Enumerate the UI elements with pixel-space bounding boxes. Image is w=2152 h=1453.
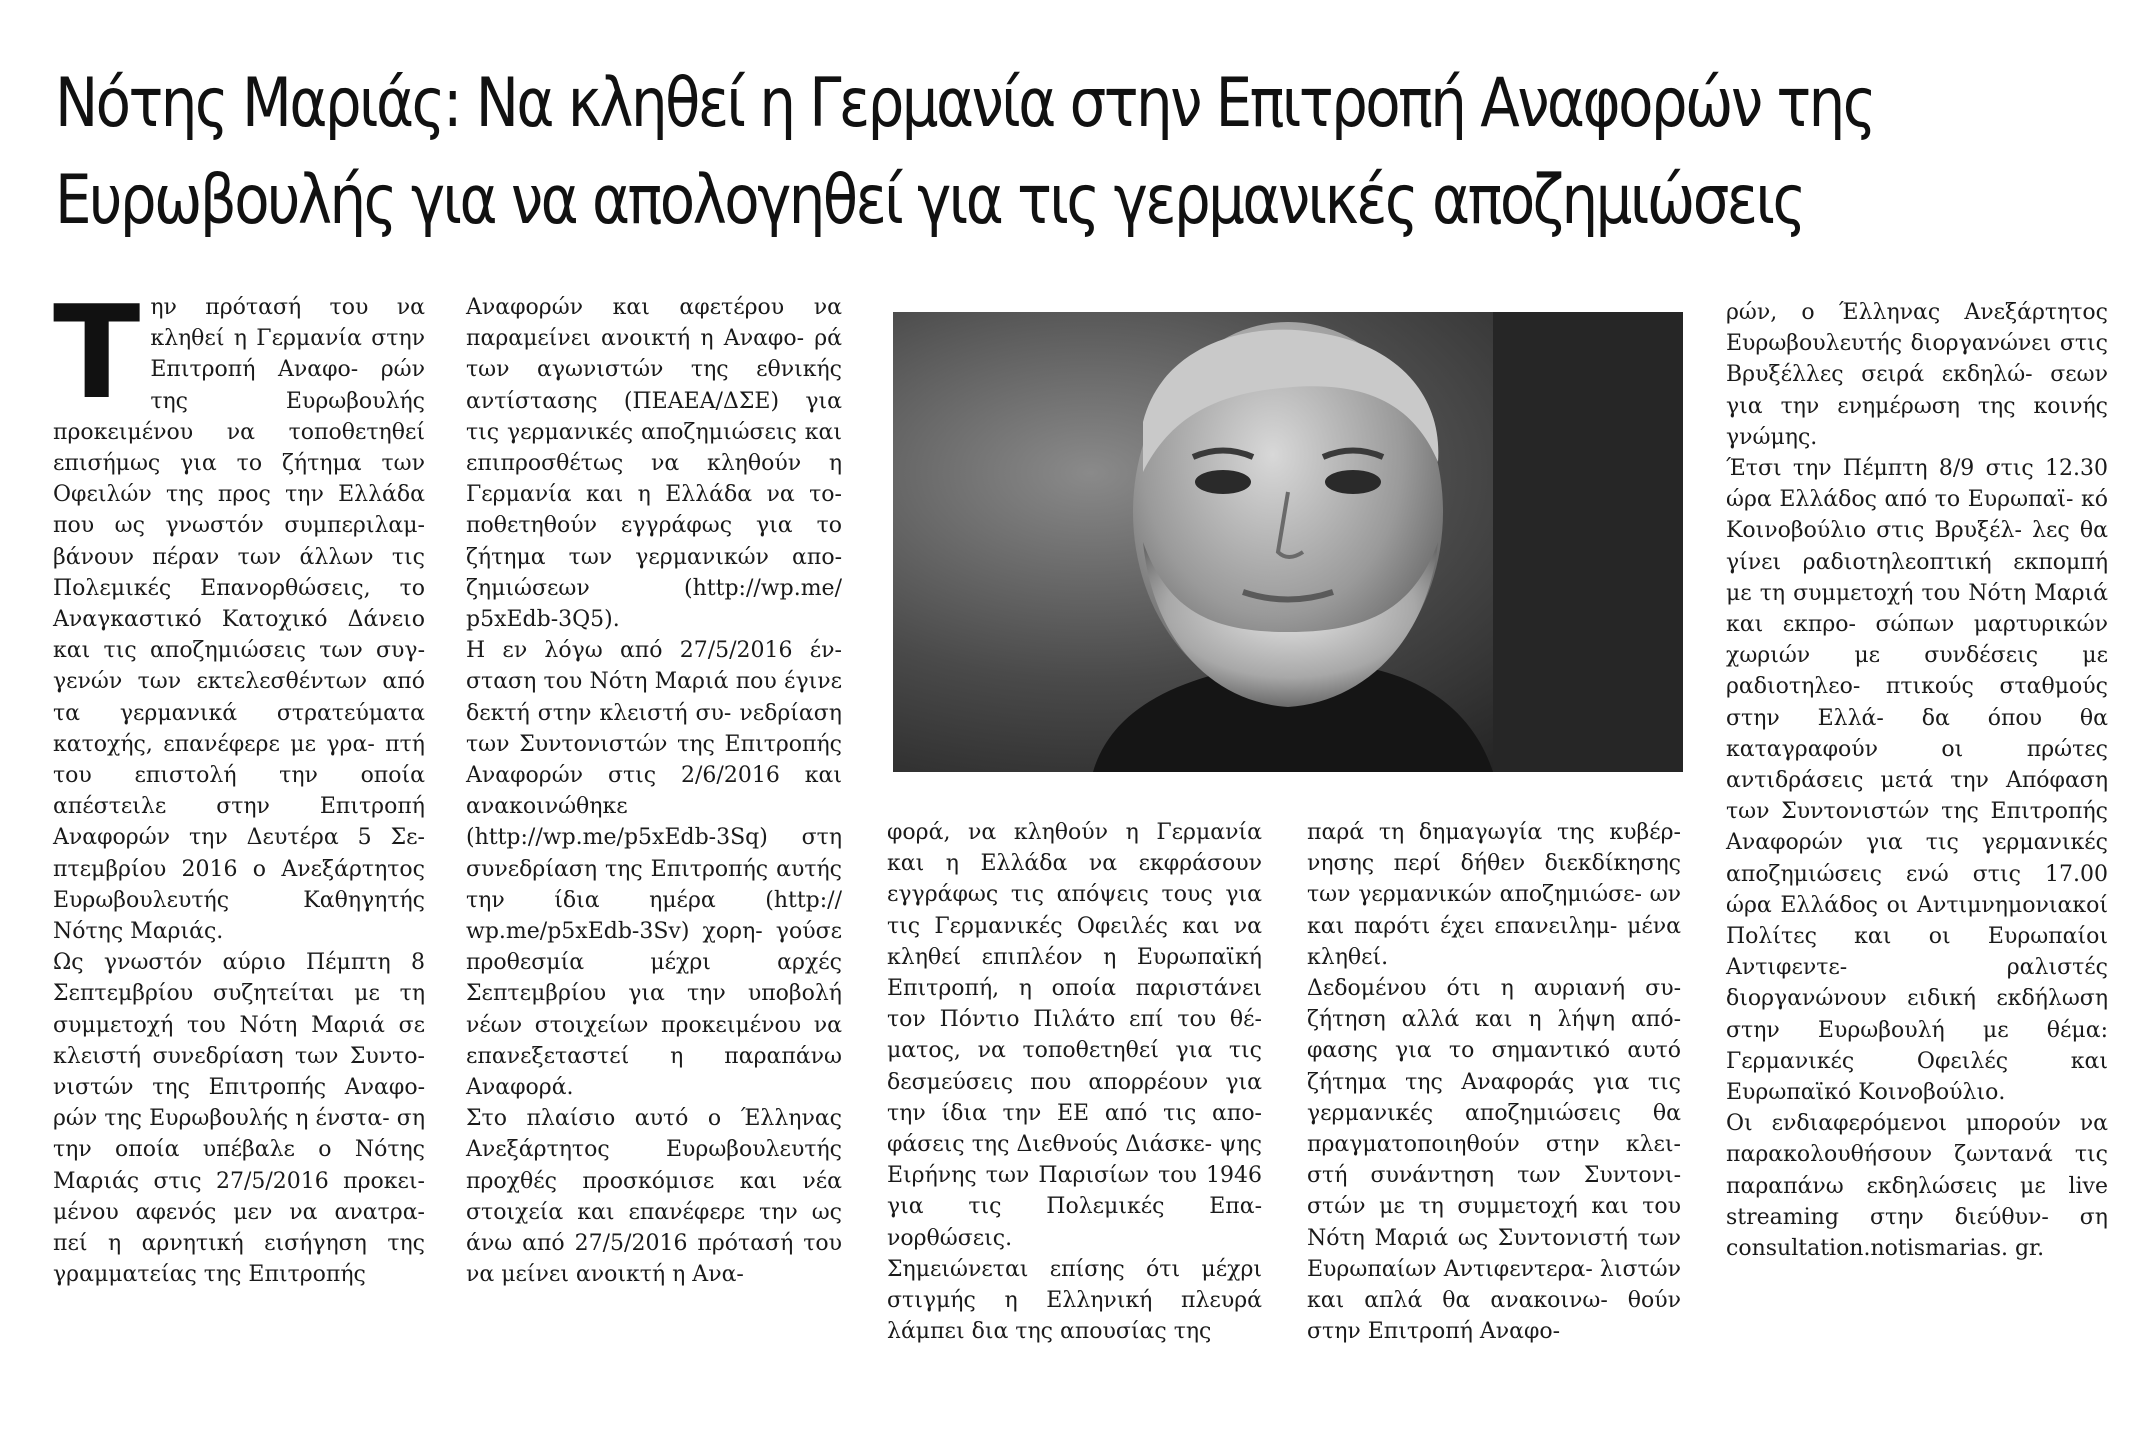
article-column-1 [53,279,425,1291]
article-column-2 [466,292,842,1291]
article-headline [55,55,1875,249]
paragraph: Στο πλαίσιο αυτό ο Έλληνας Ανεξάρτητος Ευρωβουλευτής προχθές προσκόμισε και νέα στοιχεία και επανέφερε την ως άνω από 27/5/2016 πρότασή του να μείνει ανοικτή η Ανα- [466,1106,842,1288]
article-column-5 [1726,297,2108,1264]
portrait-photo-icon [893,312,1683,772]
headline-line-2: Ευρωβουλής για να απολογηθεί για τις γερμανικές αποζημιώσεις [55,161,1804,240]
article-column-4 [1307,817,1681,1347]
drop-cap: Τ [53,279,141,428]
paragraph: Έτσι την Πέμπτη 8/9 στις 12.30 ώρα Ελλάδος από το Ευρωπαϊ- κό Κοινοβούλιο στις Βρυξέλ- λες θα γίνει ραδιοτηλεοπτική εκπομπή με τη συμμετοχή του Νότη Μαριά και εκπρο- σώπων μαρτυρικών χωριών με συνδέσεις με ραδιοτηλεο- πτικούς σταθμούς στην Ελλά- δα όπου θα καταγραφούν οι πρώτες αντιδράσεις μετά την Απόφαση των Συντονιστών της Επιτροπής Αναφορών για τις γερμανικές αποζημιώσεις ενώ στις 17.00 ώρα Ελλάδος οι Αντιμνημονιακοί Πολίτες και οι Ευρωπαίοι Αντιφεντε- ραλιστές διοργανώνουν ειδική εκδήλωση στην Ευρωβουλή με θέμα: Γερμανικές Οφειλές και Ευρωπαϊκό Κοινοβούλιο. [1726,456,2108,1106]
paragraph: Ως γνωστόν αύριο Πέμπτη 8 Σεπτεμβρίου συζητείται με τη συμμετοχή του Νότη Μαριά σε κλειστή συνεδρίαση των Συντο- νιστών της Επιτροπής Αναφο- ρών της Ευρωβουλής η ένστα- ση την οποία υπέβαλε ο Νότης Μαριάς στις 27/5/2016 προκει- μένου αφενός μεν να ανατρα- πεί η αρνητική εισήγηση της γραμματείας της Επιτροπής [53,950,425,1288]
paragraph: Η εν λόγω από 27/5/2016 έν- σταση του Νότη Μαριά που έγινε δεκτή στην κλειστή συ- νεδρίαση των Συντονιστών της Επιτροπής Αναφορών στις 2/6/2016 και ανακοινώθηκε (http://wp.me/p5xEdb-3Sq) στη συνεδρίαση της Επιτροπής αυτής την ίδια ημέρα (http:// wp.me/p5xEdb-3Sv) χορη- γούσε προθεσμία μέχρι αρχές Σεπτεμβρίου για την υποβολή νέων στοιχείων προκειμένου να επανεξεταστεί η παραπάνω Αναφορά. [466,638,842,1101]
paragraph: ρών, ο Έλληνας Ανεξάρτητος Ευρωβουλευτής διοργανώνει στις Βρυξέλλες σειρά εκδηλώ- σεων για την ενημέρωση της κοινής γνώμης. [1726,300,2108,450]
headline-line-1: Νότης Μαριάς: Να κληθεί η Γερμανία στην Επιτροπή Αναφορών της [55,64,1875,143]
portrait-photo [893,312,1683,772]
paragraph: Δεδομένου ότι η αυριανή συ- ζήτηση αλλά και η λήψη από- φασης για το σημαντικό αυτό ζήτημα της Αναφοράς για τις γερμανικές αποζημιώσεις θα πραγματοποιηθούν στην κλει- στή συνάντηση των Συντονι- στών με τη συμμετοχή και του Νότη Μαριά ως Συντονιστή των Ευρωπαίων Αντιφεντερα- λιστών και απλά θα ανακοινω- θούν στην Επιτροπή Αναφο- [1307,976,1681,1345]
paragraph: παρά τη δημαγωγία της κυβέρ- νησης περί δήθεν διεκδίκησης των γερμανικών αποζημιώσε- ων και παρότι έχει επανειλημ- μένα κληθεί. [1307,820,1681,970]
paragraph: Σημειώνεται επίσης ότι μέχρι στιγμής η Ελληνική πλευρά λάμπει δια της απουσίας της [887,1256,1262,1345]
paragraph: Οι ενδιαφερόμενοι μπορούν να παρακολουθήσουν ζωντανά τις παραπάνω εκδηλώσεις με live streaming στην διεύθυν- ση consultation.notismarias. gr. [1726,1111,2108,1262]
paragraph: ην πρότασή του να κληθεί η Γερμανία στην Επιτροπή Αναφο- ρών της Ευρωβουλής προκειμένου να τοποθετηθεί επισήμως για το ζήτημα των Οφειλών της προς την Ελλάδα που ως γνωστόν συμπεριλαμ- βάνουν πέραν των άλλων τις Πολεμικές Επανορθώσεις, το Αναγκαστικό Κατοχικό Δάνειο και τις αποζημιώσεις των συγ- γενών των εκτελεσθέντων από τα γερμανικά στρατεύματα κατοχής, επανέφερε με γρα- πτή του επιστολή την οποία απέστειλε στην Επιτροπή Αναφορών την Δευτέρα 5 Σε- πτεμβρίου 2016 ο Ανεξάρτητος Ευρωβουλευτής Καθηγητής Νότης Μαριάς. [53,295,425,945]
article-column-3 [887,817,1262,1347]
paragraph: Αναφορών και αφετέρου να παραμείνει ανοικτή η Αναφο- ρά των αγωνιστών της εθνικής αντίστασης (ΠΕΑΕΑ/ΔΣΕ) για τις γερμανικές αποζημιώσεις και επιπροσθέτως να κληθούν η Γερμανία και η Ελλάδα να το- ποθετηθούν εγγράφως για το ζήτημα των γερμανικών απο- ζημιώσεων (http://wp.me/ p5xEdb-3Q5). [466,295,842,633]
paragraph: φορά, να κληθούν η Γερμανία και η Ελλάδα να εκφράσουν εγγράφως τις απόψεις τους για τις Γερμανικές Οφειλές και να κληθεί επιπλέον η Ευρωπαϊκή Επιτροπή, η οποία παριστάνει τον Πόντιο Πιλάτο επί του θέ- ματος, να τοποθετηθεί για τις δεσμεύσεις που απορρέουν για την ίδια την ΕΕ από τις απο- φάσεις της Διεθνούς Διάσκε- ψης Ειρήνης των Παρισίων του 1946 για τις Πολεμικές Επα- νορθώσεις. [887,820,1262,1251]
